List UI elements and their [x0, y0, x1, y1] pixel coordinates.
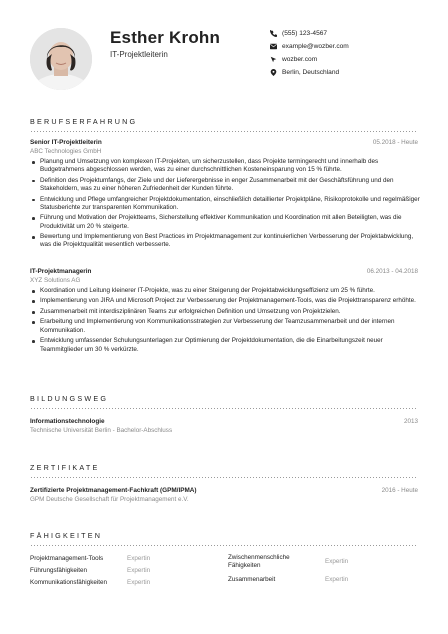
contact-location: [268, 66, 349, 79]
section-divider: [30, 477, 418, 478]
certificate-title: Zertifizierte Projektmanagement-Fachkraft (GPM/IPMA): [30, 487, 197, 494]
avatar: [30, 28, 92, 90]
section-title-skills: FÄHIGKEITEN: [30, 531, 103, 540]
section-title-certificates: ZERTIFIKATE: [30, 463, 100, 472]
contact-website[interactable]: [268, 53, 349, 66]
candidate-role: IT-Projektleiterin: [110, 50, 168, 59]
contact-email[interactable]: [268, 40, 349, 53]
skill-level: Expertin: [325, 576, 349, 583]
contact-email-text[interactable]: example@wozber.com: [282, 43, 349, 50]
skill-level: Expertin: [127, 579, 151, 586]
list-item: Planung und Umsetzung von komplexen IT-Projekten, um sicherzustellen, dass Projekte termingerecht und innerhalb des Budgetrahmens abgeschlossen werden, was zu einer durchschnittlichen Kosteneinsparung von 15 % führte.: [30, 158, 420, 175]
list-item: Führung und Motivation der Projektteams, Sicherstellung effektiver Kommunikation und Koordination mit allen Beteiligten, was die Produktivität um 20 % steigerte.: [30, 214, 420, 231]
skill-name: Projektmanagement-Tools: [30, 555, 104, 562]
certificate-date: 2016 - Heute: [381, 487, 418, 494]
job-bullets: [30, 287, 420, 356]
contact-phone: [268, 27, 349, 40]
section-title-education: BILDUNGSWEG: [30, 394, 109, 403]
profile-photo: [30, 28, 92, 90]
skill-name: Zwischenmenschliche Fähigkeiten: [228, 554, 290, 569]
list-item: Entwicklung und Pflege umfangreicher Projektdokumentation, einschließlich detaillierter Projektpläne, Risikoprotokolle und regelmäßiger Statusberichte zur transparenten Kommunikation.: [30, 196, 420, 213]
skill-name: Zusammenarbeit: [228, 576, 276, 583]
list-item: Entwicklung umfassender Schulungsunterlagen zur Optimierung der Projektdokumentation, die die Einarbeitungszeit neuer Teammitglieder um 30 % verkürzte.: [30, 337, 420, 354]
section-divider: [30, 408, 418, 409]
job-title: Senior IT-Projektleiterin: [30, 139, 102, 146]
skill-level: Expertin: [325, 558, 349, 565]
list-item: Bewertung und Implementierung von Best Practices im Projektmanagement zur kontinuierlichen Verbesserung der Projektabwicklung, was die Projektqualität wesentlich verbesserte.: [30, 233, 420, 250]
job-title: IT-Projektmanagerin: [30, 268, 92, 275]
contact-website-text[interactable]: wozber.com: [282, 56, 318, 63]
job-date: 06.2013 - 04.2018: [366, 268, 418, 275]
contact-list: [268, 27, 349, 79]
skill-name: Kommunikationsfähigkeiten: [30, 579, 108, 586]
skill-level: Expertin: [127, 567, 151, 574]
resume-header: [0, 0, 448, 110]
list-item: Koordination und Leitung kleinerer IT-Projekte, was zu einer Steigerung der Projektabwicklungseffizienz um 25 % führte.: [30, 287, 420, 295]
list-item: Zusammenarbeit mit interdisziplinären Teams zur erfolgreichen Definition und Umsetzung von Projektzielen.: [30, 308, 420, 316]
job-bullets: [30, 158, 420, 252]
list-item: Definition des Projektumfangs, der Ziele und der Lieferergebnisse in enger Zusammenarbeit mit der Geschäftsführung und den Stakeholdern, was zu einer höheren Zufriedenheit der Kunden führte.: [30, 177, 420, 194]
job-company: XYZ Solutions AG: [30, 277, 81, 284]
link-icon: [268, 55, 278, 64]
skill-name: Führungsfähigkeiten: [30, 567, 88, 574]
list-item: Erarbeitung und Implementierung von Kommunikationsstrategien zur Verbesserung der Teamzusammenarbeit und der internen Kommunikation.: [30, 318, 420, 335]
contact-location-text: Berlin, Deutschland: [282, 69, 340, 76]
list-item: Implementierung von JIRA und Microsoft Project zur Verbesserung der Projektmanagement-Tools, was die Projekttransparenz erhöhte.: [30, 297, 420, 305]
job-date: 05.2018 - Heute: [372, 139, 418, 146]
mail-icon: [268, 42, 278, 51]
certificate-issuer: GPM Deutsche Gesellschaft für Projektmanagement e.V.: [30, 496, 189, 503]
education-date: 2013: [403, 418, 418, 425]
section-title-experience: BERUFSERFAHRUNG: [30, 117, 138, 126]
location-icon: [268, 68, 278, 77]
education-institution: Technische Universität Berlin - Bachelor-Abschluss: [30, 427, 173, 434]
job-company: ABC Technologies GmbH: [30, 148, 102, 155]
section-divider: [30, 545, 418, 546]
contact-phone-text: (555) 123-4567: [282, 30, 328, 37]
skill-level: Expertin: [127, 555, 151, 562]
phone-icon: [268, 29, 278, 38]
candidate-name: Esther Krohn: [110, 28, 221, 47]
education-title: Informationstechnologie: [30, 418, 105, 425]
section-divider: [30, 131, 418, 132]
